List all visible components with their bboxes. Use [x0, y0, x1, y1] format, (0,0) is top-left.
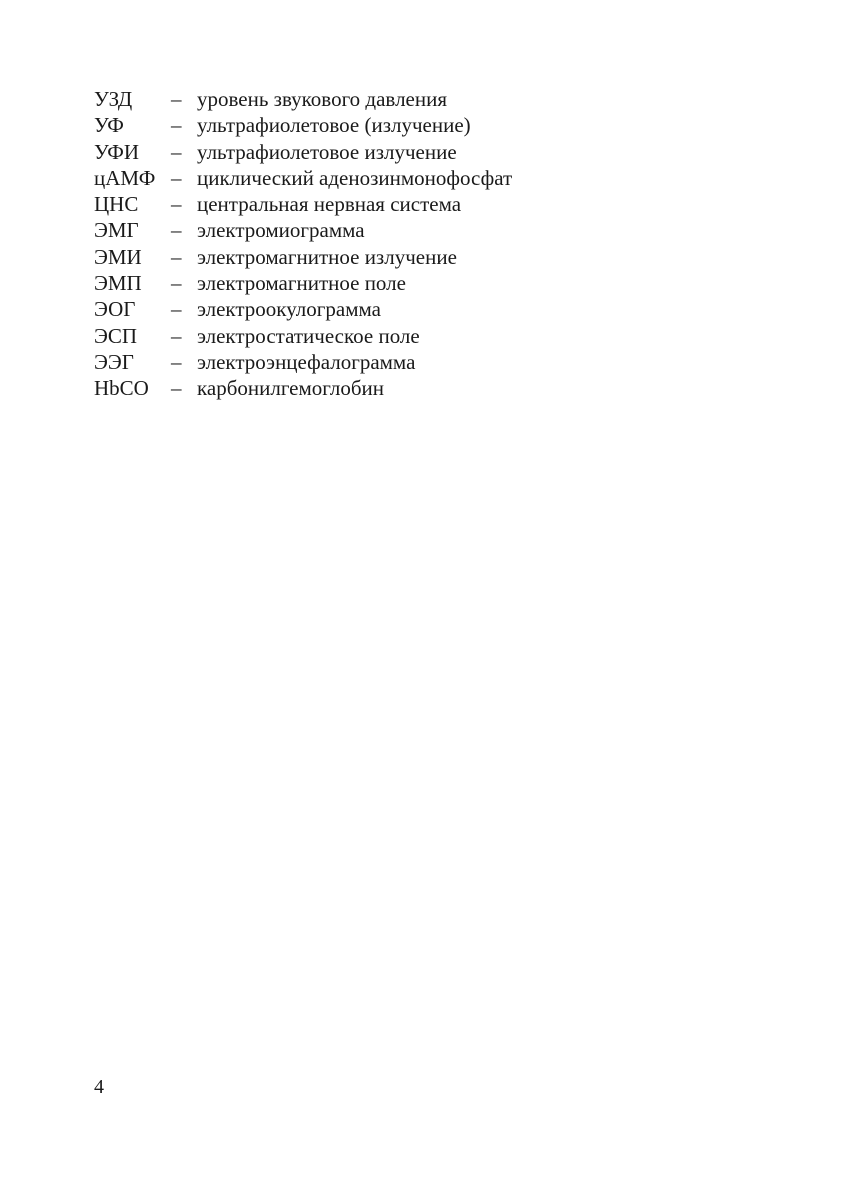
abbreviation-definition: электромагнитное излучение	[197, 244, 457, 269]
abbreviation-dash: –	[171, 349, 182, 374]
abbreviation-definition: циклический аденозинмонофосфат	[197, 165, 513, 190]
abbreviation-dash: –	[171, 271, 182, 296]
abbreviation-row	[94, 296, 794, 322]
abbreviation-dash: –	[171, 323, 182, 348]
abbreviation-row	[94, 217, 794, 243]
abbreviation-row	[94, 244, 794, 270]
abbreviation-list	[94, 86, 794, 402]
abbreviation-definition: электромиограмма	[197, 218, 365, 243]
abbreviation-term: ЭСП	[94, 323, 138, 348]
abbreviation-definition: ультрафиолетовое (излучение)	[197, 113, 471, 138]
abbreviation-row	[94, 270, 794, 296]
abbreviation-row	[94, 86, 794, 112]
abbreviation-term: ЦНС	[94, 192, 139, 217]
abbreviation-definition: уровень звукового давления	[197, 87, 448, 111]
abbreviation-row	[94, 191, 794, 217]
abbreviation-term: ЭМГ	[94, 218, 139, 243]
abbreviation-definition: ультрафиолетовое излучение	[197, 139, 457, 164]
abbreviation-dash: –	[171, 244, 182, 269]
abbreviation-term: ЭЭГ	[94, 349, 134, 374]
abbreviation-term: ЭМП	[94, 271, 142, 296]
abbreviation-term: УФИ	[94, 139, 140, 164]
abbreviation-dash: –	[171, 218, 182, 243]
abbreviation-definition: электроокулограмма	[197, 297, 381, 322]
abbreviation-dash: –	[171, 165, 182, 190]
abbreviation-row	[94, 139, 794, 165]
abbreviation-definition: электромагнитное поле	[197, 271, 406, 296]
abbreviation-row	[94, 323, 794, 349]
abbreviation-dash: –	[171, 113, 182, 138]
page-number: 4	[94, 1076, 104, 1098]
abbreviation-definition: карбонилгемоглобин	[197, 376, 384, 401]
abbreviation-term: ЭМИ	[94, 244, 142, 269]
abbreviation-row	[94, 165, 794, 191]
abbreviation-term: ЭОГ	[94, 297, 136, 322]
abbreviation-term: HbCO	[94, 376, 149, 401]
abbreviation-dash: –	[171, 87, 182, 111]
abbreviation-definition: центральная нервная система	[197, 192, 462, 217]
abbreviation-dash: –	[171, 297, 182, 322]
abbreviation-row	[94, 375, 794, 401]
abbreviation-term: цАМФ	[94, 165, 156, 190]
abbreviation-dash: –	[171, 376, 182, 401]
abbreviation-dash: –	[171, 139, 182, 164]
abbreviation-dash: –	[171, 192, 182, 217]
abbreviation-term: УЗД	[94, 87, 133, 111]
abbreviation-definition: электростатическое поле	[197, 323, 420, 348]
abbreviation-definition: электроэнцефалограмма	[197, 349, 416, 374]
abbreviation-term: УФ	[94, 113, 124, 138]
abbreviation-row	[94, 349, 794, 375]
abbreviation-row	[94, 112, 794, 138]
